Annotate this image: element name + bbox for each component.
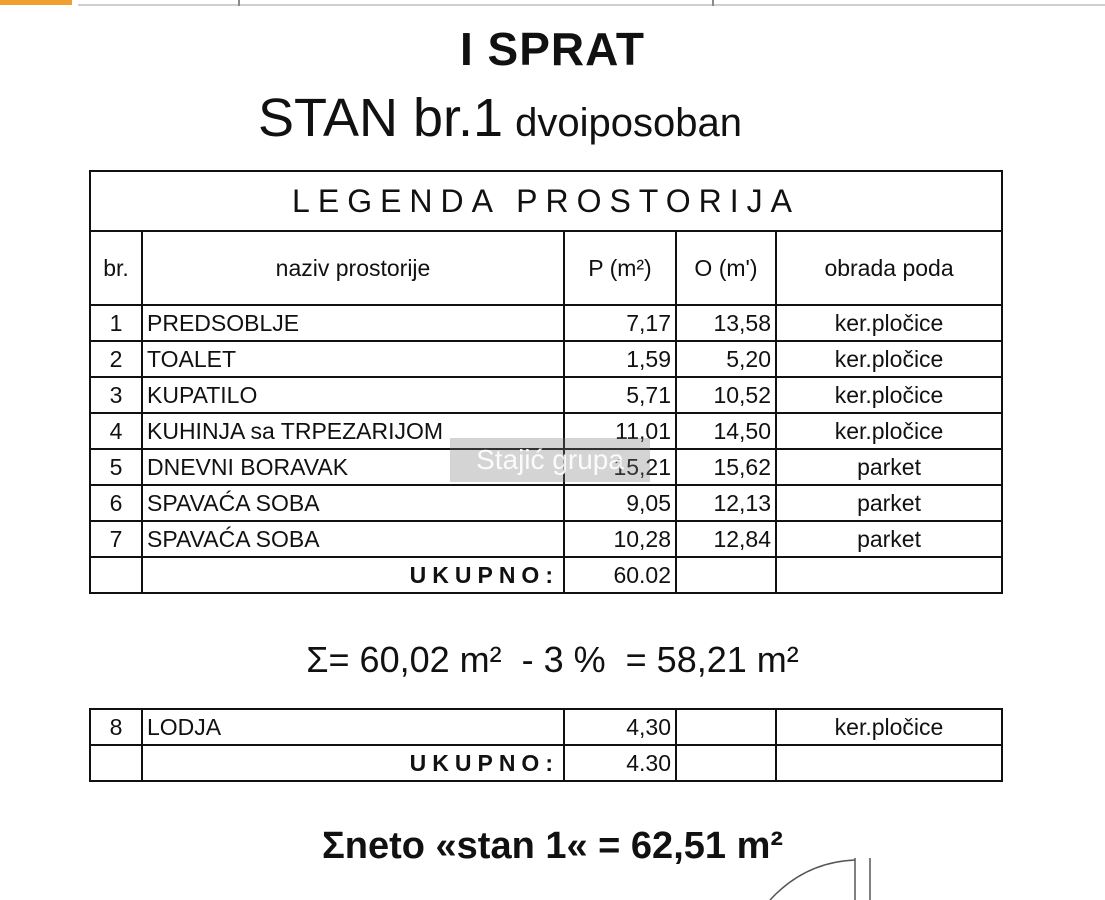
total-row (90, 557, 1002, 593)
total-row (90, 745, 1002, 781)
room-name: SPAVAĆA SOBA (142, 485, 564, 521)
floorplan-fragment-icon (760, 850, 900, 900)
room-number: 4 (90, 413, 142, 449)
room-floor: parket (776, 521, 1002, 557)
apartment-number: STAN br.1 (258, 88, 504, 148)
room-number: 6 (90, 485, 142, 521)
column-header-perimeter: O (m') (676, 231, 776, 305)
room-number: 7 (90, 521, 142, 557)
table-row (90, 485, 1002, 521)
empty-cell (90, 557, 142, 593)
room-name: TOALET (142, 341, 564, 377)
room-floor: ker.pločice (776, 305, 1002, 341)
room-legend-table (89, 170, 1003, 594)
apartment-title (258, 88, 742, 153)
room-perimeter: 5,20 (676, 341, 776, 377)
empty-cell (776, 557, 1002, 593)
watermark: Stajić grupa (450, 438, 650, 482)
room-floor: parket (776, 485, 1002, 521)
empty-cell (676, 745, 776, 781)
room-area: 5,71 (564, 377, 676, 413)
table-row (90, 305, 1002, 341)
empty-cell (776, 745, 1002, 781)
top-tick (712, 0, 714, 6)
room-area: 7,17 (564, 305, 676, 341)
room-number: 3 (90, 377, 142, 413)
room-number: 8 (90, 709, 142, 745)
area-formula: Σ= 60,02 m² - 3 % = 58,21 m² (306, 639, 799, 680)
table-header-row (90, 231, 1002, 305)
column-header-floor: obrada poda (776, 231, 1002, 305)
column-header-nr: br. (90, 231, 142, 305)
total-area: 4.30 (564, 745, 676, 781)
column-header-area: P (m²) (564, 231, 676, 305)
top-edge-strip (0, 0, 1105, 8)
room-perimeter: 10,52 (676, 377, 776, 413)
total-area: 60.02 (564, 557, 676, 593)
loggia-table (89, 708, 1003, 782)
room-perimeter: 12,13 (676, 485, 776, 521)
table-row (90, 377, 1002, 413)
table-row (90, 341, 1002, 377)
room-number: 5 (90, 449, 142, 485)
room-perimeter: 15,62 (676, 449, 776, 485)
table-row (90, 709, 1002, 745)
top-tick (238, 0, 240, 6)
net-area-summary: Σneto «stan 1« = 62,51 m² (321, 825, 784, 867)
column-header-name: naziv prostorije (142, 231, 564, 305)
room-area: 9,05 (564, 485, 676, 521)
room-number: 2 (90, 341, 142, 377)
room-floor: ker.pločice (776, 377, 1002, 413)
room-area: 15,21 (564, 449, 676, 485)
room-floor: ker.pločice (776, 709, 1002, 745)
room-name: KUHINJA sa TRPEZARIJOM (142, 413, 564, 449)
room-name: KUPATILO (142, 377, 564, 413)
room-floor: ker.pločice (776, 413, 1002, 449)
room-area: 1,59 (564, 341, 676, 377)
orange-accent-bar (0, 0, 72, 5)
room-perimeter: 13,58 (676, 305, 776, 341)
room-name: PREDSOBLJE (142, 305, 564, 341)
room-name: SPAVAĆA SOBA (142, 521, 564, 557)
room-name: LODJA (142, 709, 564, 745)
apartment-type: dvoiposoban (515, 101, 742, 145)
room-perimeter: 14,50 (676, 413, 776, 449)
room-floor: parket (776, 449, 1002, 485)
table-row (90, 521, 1002, 557)
page-title: I SPRAT (459, 23, 646, 75)
top-border-line (78, 4, 1105, 6)
room-floor: ker.pločice (776, 341, 1002, 377)
empty-cell (90, 745, 142, 781)
room-area: 10,28 (564, 521, 676, 557)
room-perimeter (676, 709, 776, 745)
room-area: 4,30 (564, 709, 676, 745)
room-perimeter: 12,84 (676, 521, 776, 557)
empty-cell (676, 557, 776, 593)
room-name: DNEVNI BORAVAK (142, 449, 564, 485)
legend-title: LEGENDA PROSTORIJA (90, 171, 1002, 231)
room-area: 11,01 (564, 413, 676, 449)
total-label: UKUPNO: (142, 557, 564, 593)
total-label: UKUPNO: (142, 745, 564, 781)
room-number: 1 (90, 305, 142, 341)
